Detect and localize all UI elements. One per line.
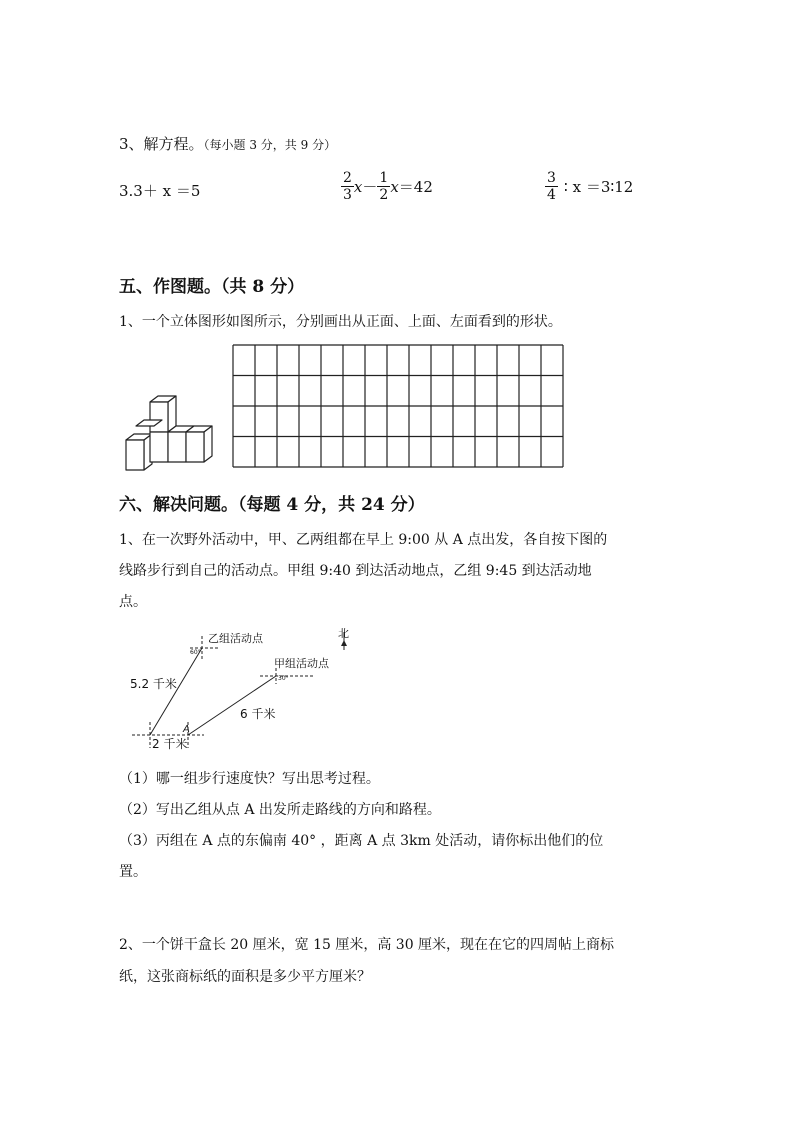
q2-line-1: 2、一个饼干盒长 20 厘米，宽 15 厘米，高 30 厘米，现在在它的四周帖上商标 [119, 937, 615, 953]
eq2-frac1-numerator: 2 [343, 170, 352, 186]
section3-title: 3、解方程。 [119, 135, 204, 153]
distance-yi: 5.2 千米 [130, 677, 177, 691]
cube-bottom2-front [168, 432, 186, 462]
q2-line-2: 纸，这张商标纸的面积是多少平方厘米？ [119, 969, 371, 985]
eq3-fraction [545, 170, 558, 203]
cube-right2-side [204, 426, 212, 462]
eq2-frac2-numerator: 1 [379, 170, 389, 186]
eq2-frac2-denominator: 2 [379, 187, 389, 203]
sub-question-2: （2）写出乙组从点 A 出发所走路线的方向和路程。 [119, 802, 441, 818]
equation-2 [341, 170, 433, 203]
route-yi [150, 648, 202, 735]
eq2-minus: － [362, 178, 378, 196]
north-label: 北 [338, 627, 349, 640]
equation-1: 3.3＋ x ＝5 [119, 182, 201, 200]
cube-bottom3-front [186, 432, 204, 462]
yi-label: 乙组活动点 [208, 632, 263, 645]
north-arrow-icon [341, 640, 347, 646]
jia-label: 甲组活动点 [274, 657, 329, 670]
route-jia [188, 676, 276, 735]
distance-jia: 6 千米 [240, 707, 276, 721]
sub-question-3-line-2: 置。 [119, 864, 147, 880]
eq2-rhs: ＝42 [398, 178, 433, 196]
eq3-rest: ∶ x ＝3∶12 [563, 178, 634, 196]
section3-heading [119, 133, 336, 154]
q1-line-3: 点。 [119, 594, 147, 610]
eq2-var1: x [353, 177, 363, 196]
q1-line-1: 1、在一次野外活动中，甲、乙两组都在早上 9:00 从 A 点出发，各自按下图的 [119, 532, 608, 548]
eq3-denominator: 4 [547, 187, 556, 203]
eq2-var2: x [390, 177, 399, 196]
cube-top-front [150, 402, 168, 432]
yi-angle: 60° [190, 649, 201, 656]
cube-bottom1-front [150, 432, 168, 462]
distance-base: 2 千米 [152, 737, 188, 751]
equation-3 [545, 170, 633, 203]
section5-heading: 五、作图题。（共 8 分） [119, 277, 305, 297]
eq2-fraction-1 [341, 170, 354, 203]
eq3-numerator: 3 [547, 170, 556, 186]
sub-question-3-line-1: （3）丙组在 A 点的东偏南 40° ，距离 A 点 3km 处活动，请你标出他们的位 [119, 833, 604, 849]
section3-note: （每小题 3 分，共 9 分） [203, 138, 337, 152]
section5-question-1: 1、一个立体图形如图所示，分别画出从正面、上面、左面看到的形状。 [119, 314, 562, 330]
q1-line-2: 线路步行到自己的活动点。甲组 9:40 到达活动地点，乙组 9:45 到达活动地 [119, 563, 592, 579]
cube-figure [120, 392, 220, 476]
sub-question-1: （1）哪一组步行速度快？写出思考过程。 [119, 771, 380, 787]
cube-front-face [126, 440, 144, 470]
section6-heading: 六、解决问题。（每题 4 分，共 24 分） [119, 495, 425, 515]
jia-angle: 30° [278, 675, 289, 682]
eq2-fraction-2 [377, 170, 390, 203]
drawing-grid[interactable] [232, 344, 564, 468]
eq2-frac1-denominator: 3 [343, 187, 352, 203]
point-a-label: A [183, 724, 190, 735]
route-map [120, 624, 360, 754]
